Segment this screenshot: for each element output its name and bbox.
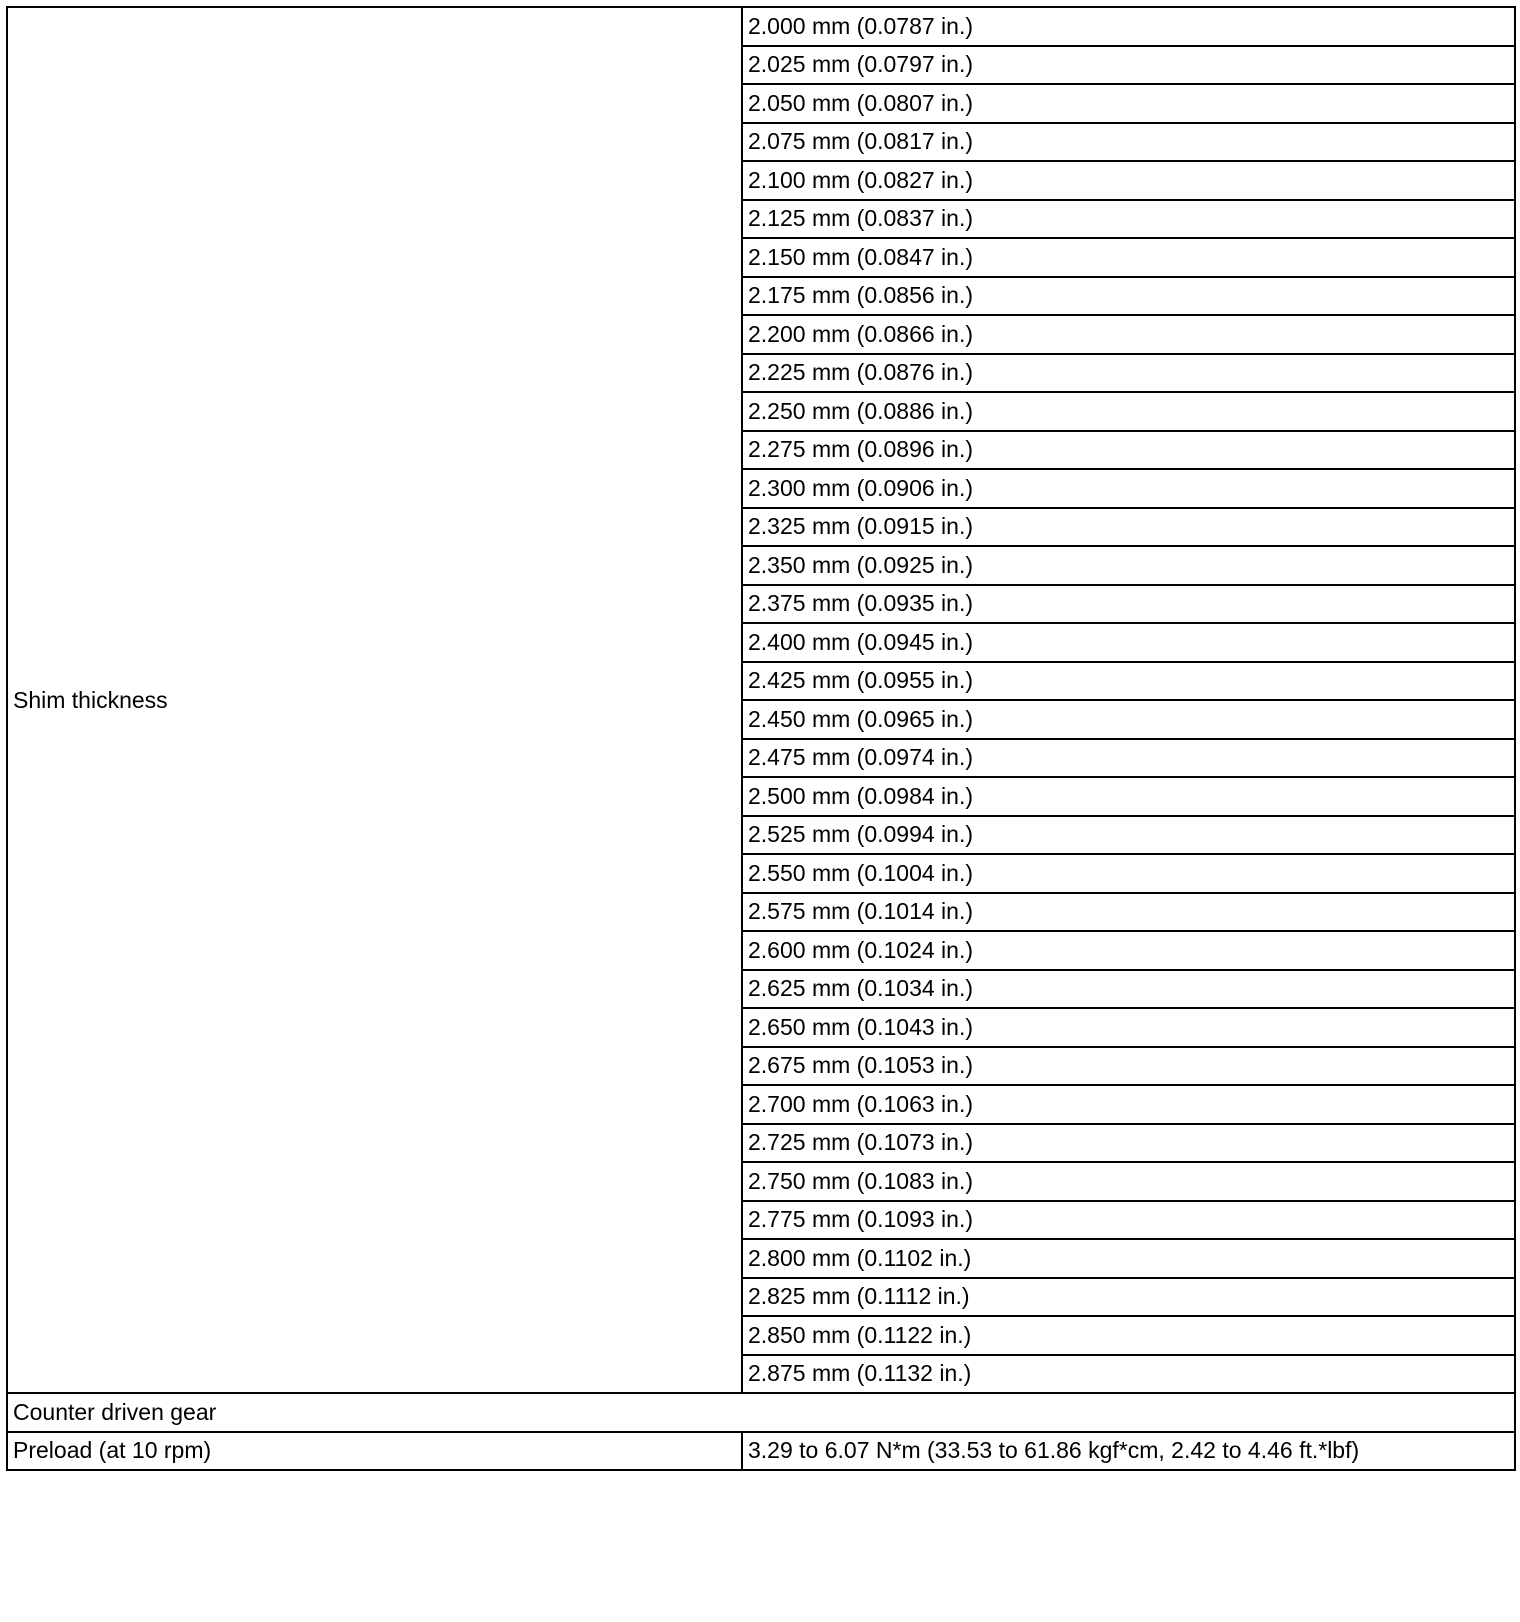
shim-thickness-value: 2.425 mm (0.0955 in.) <box>742 662 1515 701</box>
shim-thickness-value: 2.600 mm (0.1024 in.) <box>742 931 1515 970</box>
shim-thickness-value: 2.700 mm (0.1063 in.) <box>742 1085 1515 1124</box>
shim-thickness-value: 2.175 mm (0.0856 in.) <box>742 277 1515 316</box>
shim-thickness-value: 2.725 mm (0.1073 in.) <box>742 1124 1515 1163</box>
shim-thickness-value: 2.125 mm (0.0837 in.) <box>742 200 1515 239</box>
preload-label: Preload (at 10 rpm) <box>7 1432 742 1471</box>
shim-thickness-value: 2.575 mm (0.1014 in.) <box>742 893 1515 932</box>
shim-thickness-label: Shim thickness <box>7 7 742 1393</box>
shim-thickness-value: 2.375 mm (0.0935 in.) <box>742 585 1515 624</box>
preload-row <box>7 1432 1515 1471</box>
shim-thickness-value: 2.325 mm (0.0915 in.) <box>742 508 1515 547</box>
shim-thickness-value: 2.500 mm (0.0984 in.) <box>742 777 1515 816</box>
shim-thickness-value: 2.875 mm (0.1132 in.) <box>742 1355 1515 1394</box>
shim-thickness-value: 2.450 mm (0.0965 in.) <box>742 700 1515 739</box>
shim-thickness-value: 2.775 mm (0.1093 in.) <box>742 1201 1515 1240</box>
shim-thickness-value: 2.000 mm (0.0787 in.) <box>742 7 1515 46</box>
preload-value: 3.29 to 6.07 N*m (33.53 to 61.86 kgf*cm, 2.42 to 4.46 ft.*lbf) <box>742 1432 1515 1471</box>
shim-thickness-value: 2.625 mm (0.1034 in.) <box>742 970 1515 1009</box>
shim-thickness-value: 2.475 mm (0.0974 in.) <box>742 739 1515 778</box>
shim-thickness-value: 2.050 mm (0.0807 in.) <box>742 84 1515 123</box>
shim-thickness-value: 2.825 mm (0.1112 in.) <box>742 1278 1515 1317</box>
counter-driven-gear-heading: Counter driven gear <box>7 1393 1515 1432</box>
shim-thickness-value: 2.400 mm (0.0945 in.) <box>742 623 1515 662</box>
shim-thickness-value: 2.100 mm (0.0827 in.) <box>742 161 1515 200</box>
spec-table <box>6 6 1516 1471</box>
shim-thickness-value: 2.650 mm (0.1043 in.) <box>742 1008 1515 1047</box>
shim-thickness-value: 2.800 mm (0.1102 in.) <box>742 1239 1515 1278</box>
shim-thickness-value: 2.225 mm (0.0876 in.) <box>742 354 1515 393</box>
shim-thickness-value: 2.350 mm (0.0925 in.) <box>742 546 1515 585</box>
shim-row <box>7 7 1515 46</box>
shim-thickness-value: 2.550 mm (0.1004 in.) <box>742 854 1515 893</box>
shim-thickness-value: 2.850 mm (0.1122 in.) <box>742 1316 1515 1355</box>
shim-thickness-value: 2.250 mm (0.0886 in.) <box>742 392 1515 431</box>
shim-thickness-value: 2.750 mm (0.1083 in.) <box>742 1162 1515 1201</box>
shim-thickness-value: 2.675 mm (0.1053 in.) <box>742 1047 1515 1086</box>
shim-thickness-value: 2.025 mm (0.0797 in.) <box>742 46 1515 85</box>
shim-thickness-value: 2.525 mm (0.0994 in.) <box>742 816 1515 855</box>
shim-thickness-value: 2.075 mm (0.0817 in.) <box>742 123 1515 162</box>
spec-table-body <box>7 7 1515 1470</box>
counter-gear-row <box>7 1393 1515 1432</box>
shim-thickness-value: 2.275 mm (0.0896 in.) <box>742 431 1515 470</box>
shim-thickness-value: 2.300 mm (0.0906 in.) <box>742 469 1515 508</box>
shim-thickness-value: 2.200 mm (0.0866 in.) <box>742 315 1515 354</box>
shim-thickness-value: 2.150 mm (0.0847 in.) <box>742 238 1515 277</box>
